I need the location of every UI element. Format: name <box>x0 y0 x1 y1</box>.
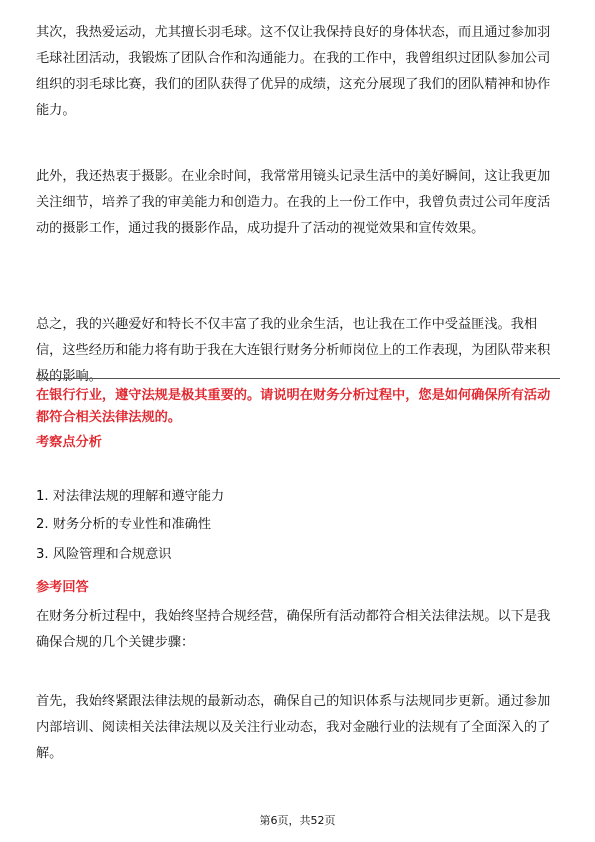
interview-question: 在银行行业，遵守法规是极其重要的。请说明在财务分析过程中，您是如何确保所有活动都符合相关法律法规的。 <box>36 388 551 425</box>
analysis-point: 3. 风险管理和合规意识 <box>36 547 172 562</box>
answer-paragraph: 在财务分析过程中，我始终坚持合规经营，确保所有活动都符合相关法律法规。以下是我确保合规的几个关键步骤： <box>36 609 551 650</box>
answer-paragraph: 首先，我始终紧跟法律法规的最新动态，确保自己的知识体系与法规同步更新。通过参加内部培训、阅读相关法律法规以及关注行业动态，我对金融行业的法规有了全面深入的了解。 <box>36 694 551 761</box>
analysis-point: 1. 对法律法规的理解和遵守能力 <box>36 489 225 504</box>
intro-paragraph-hobbies-badminton: 其次，我热爱运动，尤其擅长羽毛球。这不仅让我保持良好的身体状态，而且通过参加羽毛球社团活动，我锻炼了团队合作和沟通能力。在我的工作中，我曾组织过团队参加公司组织的羽毛球比赛，我们的团队获得了优异的成绩，这充分展现了我们的团队精神和协作能力。 <box>36 25 551 118</box>
answer-heading: 参考回答 <box>36 580 89 595</box>
intro-paragraph-summary: 总之，我的兴趣爱好和特长不仅丰富了我的业余生活，也让我在工作中受益匪浅。我相信，这些经历和能力将有助于我在大连银行财务分析师岗位上的工作表现，为团队带来积极的影响。 <box>36 317 551 384</box>
page-number-footer: 第6页，共52页 <box>259 814 336 827</box>
intro-paragraph-photography: 此外，我还热衷于摄影。在业余时间，我常常用镜头记录生活中的美好瞬间，这让我更加关注细节，培养了我的审美能力和创造力。在我的上一份工作中，我曾负责过公司年度活动的摄影工作，通过我的摄影作品，成功提升了活动的视觉效果和宣传效果。 <box>36 169 551 236</box>
analysis-point: 2. 财务分析的专业性和准确性 <box>36 517 212 532</box>
section-divider <box>36 378 560 379</box>
analysis-heading: 考察点分析 <box>36 435 102 450</box>
